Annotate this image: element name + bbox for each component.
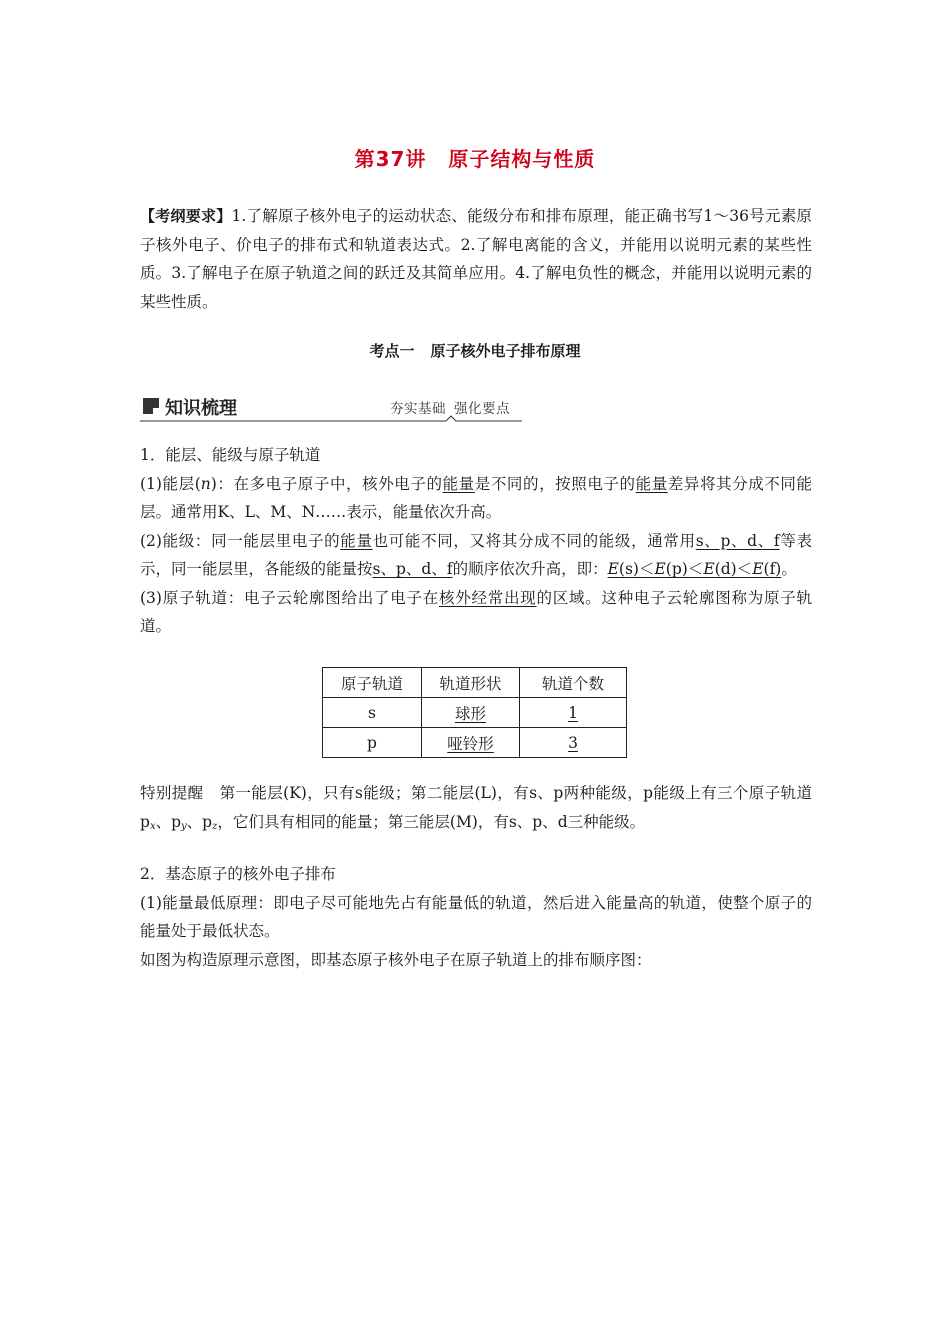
page-title — [0, 143, 950, 172]
var-e: E — [654, 560, 666, 578]
energy-shell-paragraph — [140, 470, 812, 527]
var-e: E — [752, 560, 764, 578]
text-span: 、p — [186, 812, 213, 831]
fill-blank: 球形 — [454, 704, 486, 723]
section-name: 原子核外电子排布原理 — [430, 342, 581, 360]
orbital-table — [322, 667, 627, 758]
square-bullet-icon — [143, 398, 159, 414]
text-span: 是不同的，按照电子的 — [474, 474, 636, 493]
text-span: 、p — [155, 812, 182, 831]
variable-n: n — [200, 474, 211, 493]
fill-blank: 核外经常出现 — [438, 588, 537, 607]
energy-level-paragraph — [140, 527, 812, 584]
special-reminder — [140, 779, 812, 841]
section-number: 考点一 — [369, 342, 415, 360]
table-cell — [422, 698, 520, 728]
text-span: ，它们具有相同的能量；第三能层(M)，有s、p、d三种能级。 — [217, 812, 646, 831]
part2-heading: 2．基态原子的核外电子排布 — [140, 865, 336, 883]
text-span: )：在多电子原子中，核外电子的 — [210, 474, 443, 493]
text-span: 也可能不同，又将其分成不同的能级，通常用 — [372, 531, 696, 550]
part1-block — [140, 441, 812, 641]
fill-blank: s、p、d、f — [695, 531, 780, 550]
table-row — [323, 728, 627, 758]
text-span: 差异将其分成不同能层。通常用K、L、M、N……表示，能量依次升高。 — [140, 474, 812, 521]
banner-sub2: 强化要点 — [454, 401, 510, 417]
text-span: 等表示，同一能层里，各能级的能量按 — [140, 531, 812, 578]
text-span: (f) — [763, 560, 782, 578]
subscript-z: z — [212, 820, 218, 832]
text-span: (p)＜ — [665, 560, 704, 578]
table-cell: s — [323, 698, 422, 728]
table-cell — [520, 728, 627, 758]
part2-block — [140, 860, 812, 974]
text-span: 。 — [781, 560, 797, 578]
fill-blank: 1 — [568, 703, 578, 722]
requirements-label: 【考纲要求】 — [140, 207, 232, 225]
reminder-label: 特别提醒 — [140, 784, 204, 802]
text-span: (2)能级：同一能层里电子的 — [140, 531, 341, 550]
table-cell — [520, 698, 627, 728]
table-header-row — [323, 668, 627, 698]
text-span: (1)能层( — [140, 474, 201, 493]
orbital-paragraph — [140, 584, 812, 641]
lecture-number: 第37讲 — [354, 147, 427, 171]
text-span: (d)＜ — [714, 560, 753, 578]
text-span: 第一能层(K)，只有s能级；第二能层(L)，有s、p两种能级，p能级上有三个原子轨道p — [140, 784, 812, 831]
text-span: 的顺序依次升高，即： — [452, 560, 608, 578]
table-header: 轨道个数 — [520, 668, 627, 698]
energy-order-blank — [608, 560, 782, 578]
lecture-name: 原子结构与性质 — [448, 147, 596, 171]
requirements-text: 1.了解原子核外电子的运动状态、能级分布和排布原理，能正确书写1～36号元素原子核外电子、价电子的排布式和轨道表达式。2.了解电离能的含义，并能用以说明元素的某些性质。3.了解电子在原子轨道之间的跃迁及其简单应用。4.了解电负性的概念，并能用以说明元素的某些性质。 — [140, 207, 812, 311]
var-e: E — [703, 560, 715, 578]
text-span: (3)原子轨道：电子云轮廓图给出了电子在 — [140, 588, 439, 607]
var-e: E — [607, 560, 619, 578]
fill-blank: 3 — [568, 733, 578, 752]
text-span: 的区域。这种电子云轮廓图称为原子轨道。 — [140, 588, 812, 635]
lowest-energy-paragraph: (1)能量最低原理：即电子尽可能地先占有能量低的轨道，然后进入能量高的轨道，使整个原子的能量处于最低状态。 — [140, 893, 812, 940]
fill-blank: s、p、d、f — [372, 560, 453, 578]
fill-blank: 哑铃形 — [447, 734, 494, 753]
table-cell — [422, 728, 520, 758]
knowledge-banner — [140, 393, 522, 429]
table-header: 轨道形状 — [422, 668, 520, 698]
fill-blank: 能量 — [635, 474, 668, 493]
orbital-table-wrap — [322, 667, 627, 758]
aufbau-intro: 如图为构造原理示意图，即基态原子核外电子在原子轨道上的排布顺序图： — [140, 950, 652, 969]
banner-underline-icon — [140, 415, 522, 425]
text-span: (s)＜ — [618, 560, 655, 578]
section-title — [0, 340, 950, 361]
part1-heading: 1．能层、能级与原子轨道 — [140, 446, 321, 464]
subscript-x: x — [149, 820, 156, 832]
syllabus-requirements — [140, 202, 812, 316]
table-row — [323, 698, 627, 728]
banner-subtitle — [390, 397, 510, 417]
subscript-y: y — [181, 820, 187, 832]
table-cell: p — [323, 728, 422, 758]
banner-sub1: 夯实基础 — [390, 401, 446, 417]
table-header: 原子轨道 — [323, 668, 422, 698]
banner-label: 知识梳理 — [165, 398, 237, 419]
fill-blank: 能量 — [442, 474, 475, 493]
fill-blank: 能量 — [340, 531, 373, 550]
